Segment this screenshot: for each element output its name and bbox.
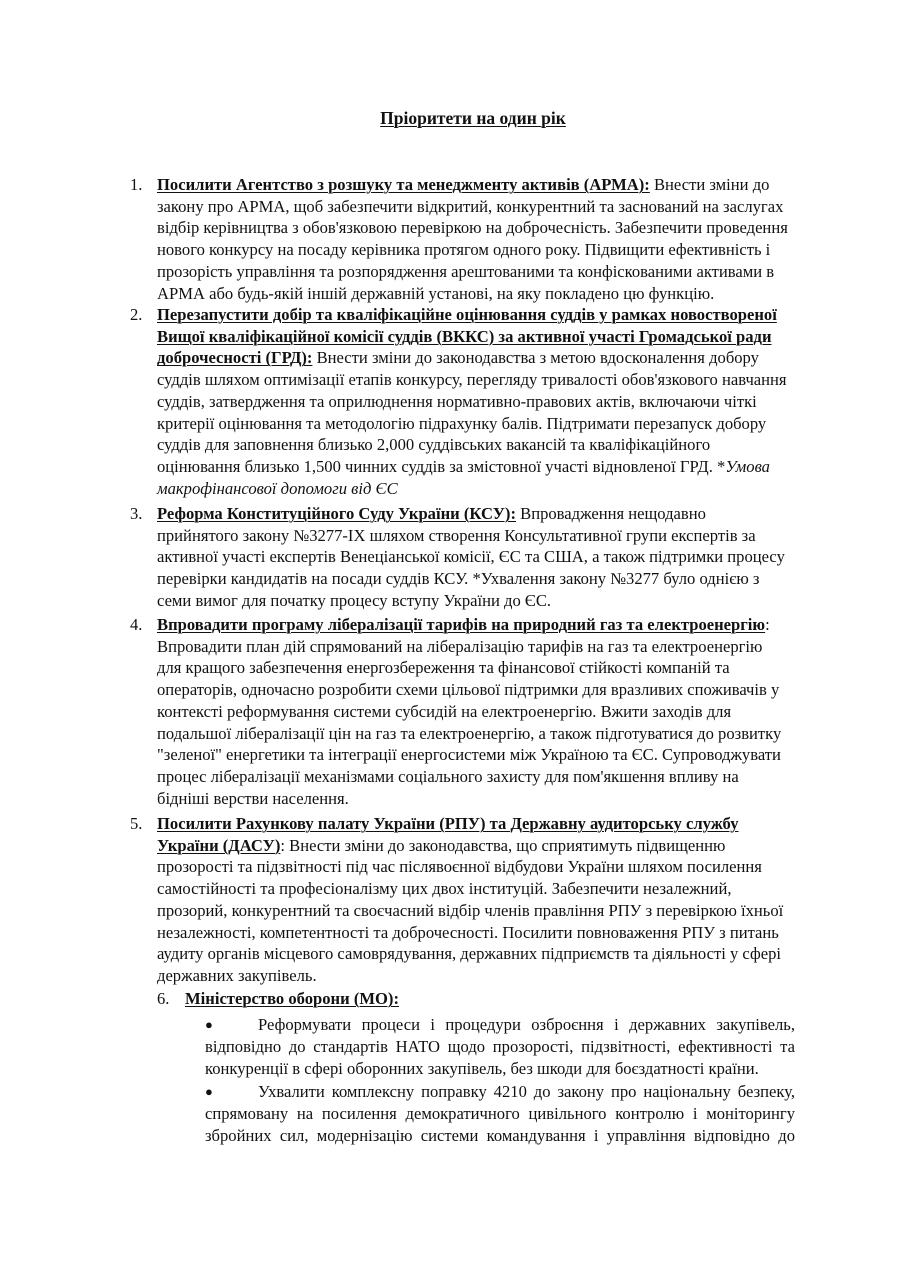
- item-heading-line: [185, 988, 399, 1010]
- bullet-line: Ухвалити комплексну поправку 4210 до закону про національну безпеку,: [258, 1082, 795, 1101]
- item-line: активної участі експертів Венеціанської комісії, ЄС та США, а також підтримки процесу: [157, 547, 785, 567]
- item-line: державних закупівель.: [157, 965, 317, 985]
- item-heading-line: Вищої кваліфікаційної комісії суддів (ВККС) за активної участі Громадської ради: [157, 326, 772, 346]
- item-number: 4.: [130, 615, 143, 634]
- item-heading-line: Впровадити програму лібералізації тарифів на природний газ та електроенергію:: [157, 615, 770, 634]
- item-line: Реформа Конституційного Суду України (КСУ): Впровадження нещодавно: [157, 504, 706, 523]
- item-heading: Реформа Конституційного Суду України (КСУ):: [157, 504, 516, 523]
- item-line: для кращого забезпечення енергозбереження та фінансової стійкості компаній та: [157, 658, 730, 678]
- bullet-line: збройних сил, модернізацію системи командування і управління відповідно до: [205, 1126, 795, 1145]
- item-line: суддів шляхом оптимізації етапів конкурсу, перегляду тривалості обов'язкового навчання: [157, 370, 787, 390]
- item-line: критерії оцінювання та методологію підрахунку балів. Підтримати перезапуск добору: [157, 413, 767, 433]
- bullet-icon: ●: [205, 1017, 213, 1032]
- item-line: оцінювання близько 1,500 чинних суддів за змістовної участі відновленої ГРД. *Умова: [157, 456, 770, 476]
- item-line: "зеленої" енергетики та інтеграції енергосистеми між Україною та ЄС. Супроводжувати: [157, 745, 781, 765]
- item-line: закону про АРМА, щоб забезпечити відкритий, конкурентний та заснований на заслугах: [157, 196, 784, 216]
- item-line: незалежності, компетентності та доброчесності. Посилити повноваження РПУ з питань: [157, 922, 779, 942]
- item-line: самостійності та професіоналізму цих двох інституцій. Забезпечити незалежний,: [157, 879, 732, 899]
- item-heading: Посилити Агентство з розшуку та менеджменту активів (АРМА):: [157, 175, 650, 194]
- bullet-line: Реформувати процеси і процедури озброєння і державних закупівель,: [258, 1015, 795, 1034]
- item-line: доброчесності (ГРД): Внести зміни до законодавства з метою вдосконалення добору: [157, 348, 759, 368]
- item-heading: Впровадити програму лібералізації тарифів на природний газ та електроенергію: [157, 615, 766, 634]
- item-number: 1.: [130, 175, 143, 194]
- eu-condition-note-line: макрофінансової допомоги від ЄС: [157, 478, 398, 498]
- item-line: перевірки кандидатів на посади суддів КСУ. *Ухвалення закону №3277 було однією з: [157, 569, 760, 589]
- item-line: контексті реформування системи субсидій на електроенергію. Вжити заходів для: [157, 701, 732, 721]
- item-line: суддів, затвердження та оприлюднення нормативно-правових актів, включаючи чіткі: [157, 391, 757, 411]
- item-line: операторів, одночасно розробити схеми цільової підтримки для вразливих споживачів у: [157, 680, 780, 700]
- item-line: бідніші верстви населення.: [157, 788, 349, 808]
- bullet-line: відповідно до стандартів НАТО щодо прозорості, підзвітності, ефективності та: [205, 1037, 795, 1056]
- bullet-icon: ●: [205, 1084, 213, 1099]
- item-number: 3.: [130, 504, 143, 523]
- item-line: України (ДАСУ): Внести зміни до законодавства, що сприятимуть підвищенню: [157, 835, 726, 855]
- item-line: АРМА або будь-якій іншій державній установі, на яку покладено цю функцію.: [157, 283, 715, 303]
- item-line: Впровадити план дій спрямований на лібералізацію тарифів на газ та електроенергію: [157, 636, 763, 656]
- bullet-line: конкуренції в сфері оборонних закупівель, без шкоди для боєздатності країни.: [205, 1059, 759, 1078]
- item-line: прозорий, конкурентний та своєчасний відбір членів правління РПУ з перевіркою їхньої: [157, 900, 784, 920]
- item-line: семи вимог для початку процесу вступу України до ЄС.: [157, 590, 552, 610]
- item-line: суддів для заповнення близько 2,000 суддівських вакансій та кваліфікаційного: [157, 435, 711, 455]
- item-line: прозорість управління та розпорядження арештованими та конфіскованими активами в: [157, 261, 775, 281]
- item-line: прозорості та підзвітності під час післявоєнної відбудови України шляхом посилення: [157, 857, 762, 877]
- item-line: прийнятого закону №3277-IX шляхом створення Консультативної групи експертів за: [157, 525, 756, 545]
- item-heading: Міністерство оборони (МО):: [185, 989, 399, 1008]
- item-line: аудиту органів місцевого самоврядування, державних підприємств та діяльності у сфері: [157, 944, 781, 964]
- item-line: процес лібералізації механізмами соціального захисту для пом'якшення впливу на: [157, 766, 739, 786]
- item-line: відбір керівництва з обов'язковою перевіркою на доброчесність. Забезпечити проведення: [157, 218, 788, 238]
- item-line: подальшої лібералізації цін на газ та електроенергію, а також підготуватися до розвитку: [157, 723, 782, 743]
- item-line: нового конкурсу на посаду керівника протягом одного року. Підвищити ефективність і: [157, 240, 771, 260]
- bullet-line: спрямовану на посилення демократичного цивільного контролю і моніторингу: [205, 1104, 795, 1123]
- item-number: 6.: [157, 989, 170, 1008]
- item-number: 5.: [130, 814, 143, 833]
- item-line: Посилити Агентство з розшуку та менеджменту активів (АРМА): Внести зміни до: [157, 175, 770, 194]
- eu-condition-note: Умова: [725, 456, 770, 476]
- item-heading-line: Посилити Рахункову палату України (РПУ) та Державну аудиторську службу: [157, 814, 739, 833]
- item-heading-line: Перезапустити добір та кваліфікаційне оцінювання суддів у рамках новоствореної: [157, 305, 777, 324]
- document-title: Пріоритети на один рік: [380, 108, 566, 128]
- item-number: 2.: [130, 305, 143, 324]
